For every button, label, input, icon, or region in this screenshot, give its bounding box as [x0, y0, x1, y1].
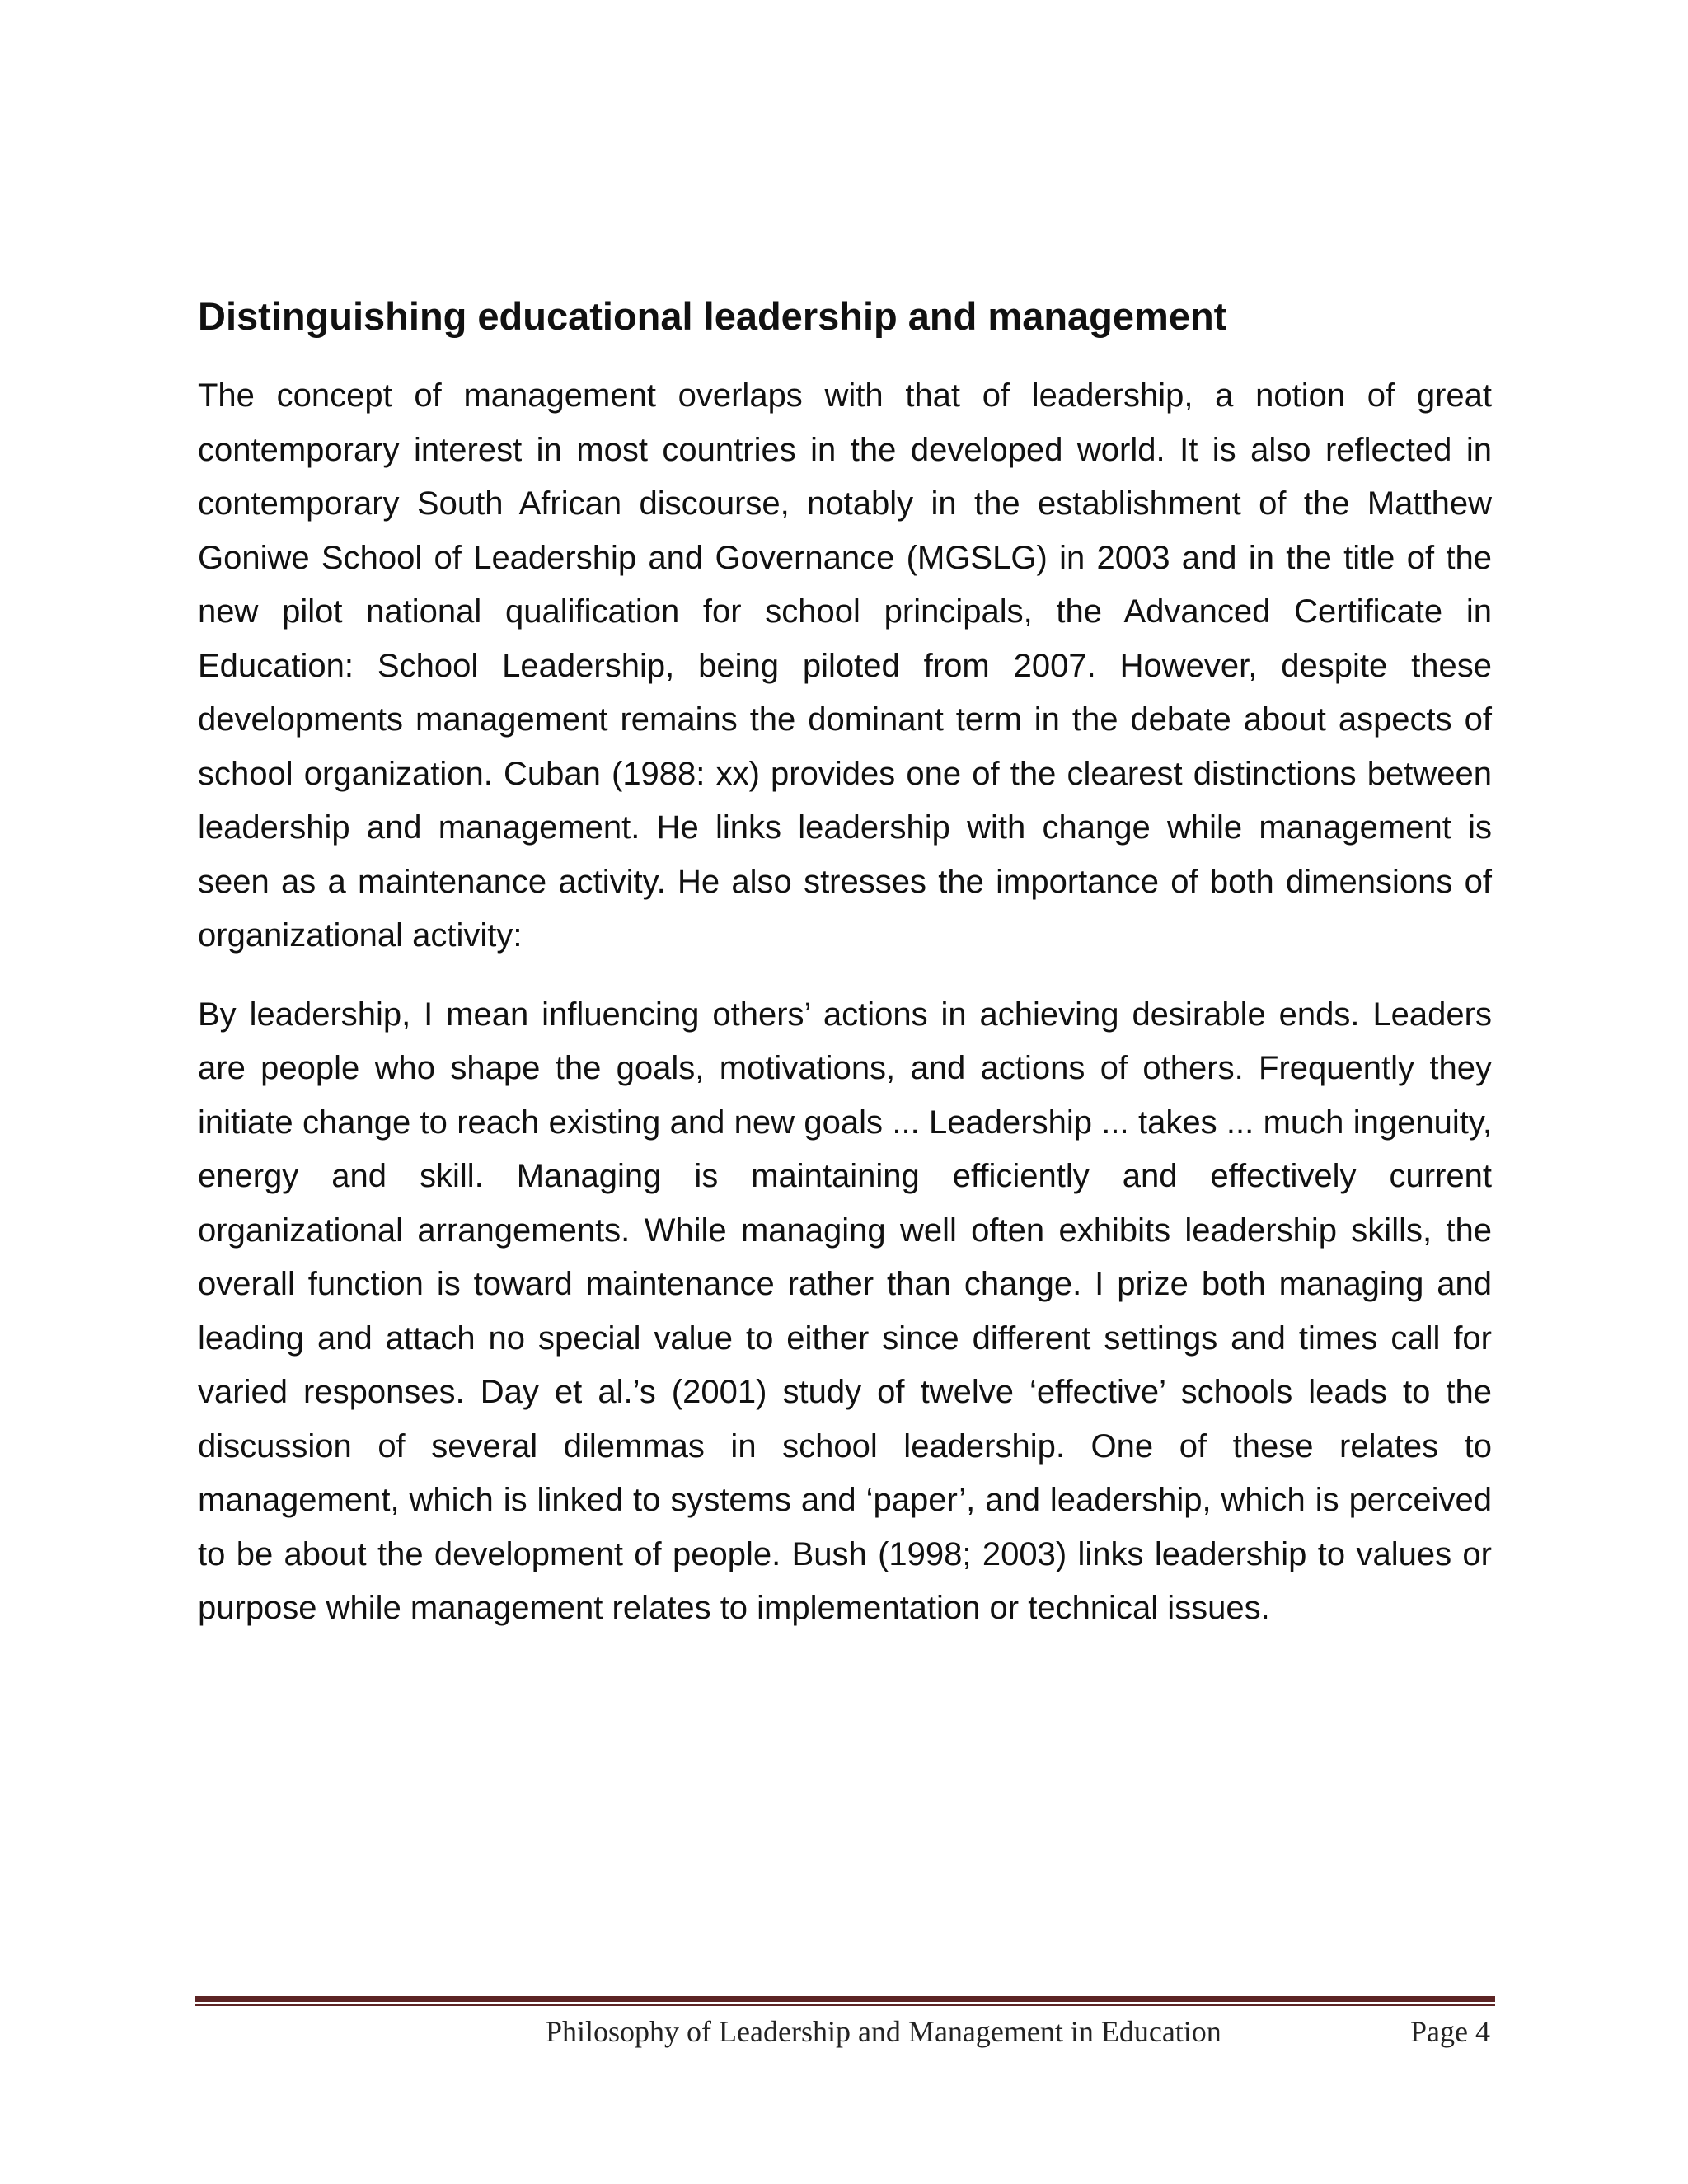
footer-divider-thick-line: [195, 1996, 1495, 2002]
section-heading: Distinguishing educational leadership and management: [198, 294, 1227, 338]
footer-page-number: Page 4: [1410, 2015, 1490, 2048]
footer-document-title: Philosophy of Leadership and Management in Education: [546, 2015, 1221, 2048]
footer-divider: [195, 1996, 1495, 2008]
body-paragraph-2: By leadership, I mean influencing others’ actions in achieving desirable ends. Leaders are people who shape the goals, motivations, and actions of others. Frequently they initiate change to reach existing and new goals ... Leadership ... takes ... much ingenuity, energy and skill. Managing is maintaining efficiently and effectively current organizational arrangements. While managing well often exhibits leadership skills, the overall function is toward maintenance rather than change. I prize both managing and leading and attach no special value to either since different settings and times call for varied responses. Day et al.’s (2001) study of twelve ‘effective’ schools leads to the discussion of several dilemmas in school leadership. One of these relates to management, which is linked to systems and ‘paper’, and leadership, which is perceived to be about the development of people. Bush (1998; 2003) links leadership to values or purpose while management relates to implementation or technical issues.: [198, 996, 1492, 1626]
footer-divider-thin-line: [195, 2004, 1495, 2006]
page-content: [198, 288, 1492, 1661]
body-paragraph-1: The concept of management overlaps with that of leadership, a notion of great contemporary interest in most countries in the developed world. It is also reflected in contemporary South African discourse, notably in the establishment of the Matthew Goniwe School of Leadership and Governance (MGSLG) in 2003 and in the title of the new pilot national qualification for school principals, the Advanced Certificate in Education: School Leadership, being piloted from 2007. However, despite these developments management remains the dominant term in the debate about aspects of school organization. Cuban (1988: xx) provides one of the clearest distinctions between leadership and management. He links leadership with change while management is seen as a maintenance activity. He also stresses the importance of both dimensions of organizational activity:: [198, 377, 1492, 954]
